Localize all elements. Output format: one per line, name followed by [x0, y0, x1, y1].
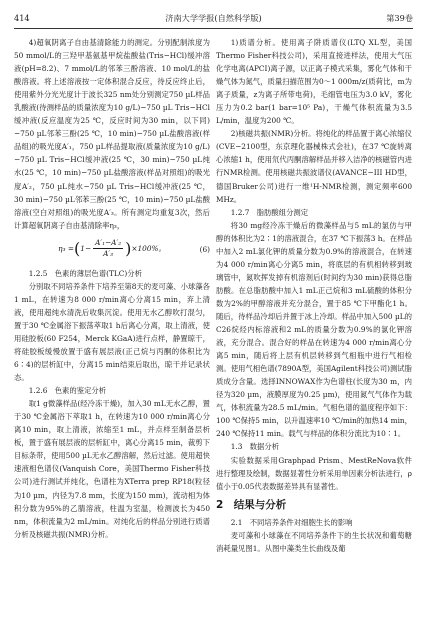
equation-number: (6): [199, 244, 210, 254]
paragraph-fatty-acid: 将30 mg经冷冻干燥后的微藻样品与5 mL的氯仿与甲醇的体积比为2∶1的溶液混合，在37 ℃下振荡3 h。在样品中加入2 mL氯化钾的质量分数为0.9%的溶液混合，在转速为4 000 r/min离心分离5 min，将底层的有机相转移到玻璃管中，氮吹挥发掉有机溶剂后(时间约为30 min)获得总脂肪酸。在总脂肪酸中加入1 mL正己烷和3 mL硫酸的体积分数为2%的甲醇溶液并充分混合，置于85 ℃下甲酯化1 h。随后，待样品冷却后并置于冰上冷却。样品中加入500 µL的C26烷烃内标溶液和2 mL的质量分数为0.9%的氯化钾溶液，充分混合。混合好的样品在转速为4 000 r/min离心分离5 min，随后将上层有机层转移到气相瓶中进行气相检测。使用气相色谱(7890A型，美国Agilent科技公司)测试脂质成分含量。选择INNOWAX作为色谱柱(长度为30 m，内径为320 µm，液膜厚度为0.25 µm)，使用氮气气体作为载气，体积流量为28.5 mL/min。气相色谱的温度程序如下：100 ℃保持5 min，以升温速率10 ℃/min的加热14 min，240 ℃保持11 min。载气与样品的体积分流比为10∶1。: [216, 220, 412, 439]
section-heading-2: 2 结果与分析: [216, 498, 287, 511]
header-rule: [14, 28, 413, 29]
equation-body: [58, 238, 166, 259]
paragraph-mass-spec: 1)质谱分析。使用离子阱质谱仪(LTQ XL型，美国Thermo Fisher科技公司)，采用直接进样法，使用大气压化学电离(APCI)离子源，以正离子模式采集，雾化气体和干燥气体为氮气，质量扫描范围为0～1 000m/z(质荷比，m为离子质量，z为离子所带电荷)，毛细管电压为3.0 kV，雾化压力为0.2 bar(1 bar=10⁵ Pa)，干燥气体积流量为3.5 L/min，温度为200 ℃。: [216, 38, 412, 126]
paragraph-nmr: 2)核磁共振(NMR)分析。将纯化的样品置于离心浓缩仪(CVE−2100型，东京理化器械株式会社)，在37 ℃旋转离心浓缩1 h，使用氘代丙酮溶解样品并移入洁净的核磁管内进行NMR检测。使用核磁共振波谱仪(AVANCE−III HD型，德国Bruker公司)进行一维¹H-NMR检测，测定频率600 MHz。: [216, 129, 412, 204]
running-header: [14, 10, 413, 26]
equation-one-minus: 1−: [80, 244, 92, 254]
left-column: [14, 36, 210, 624]
equation-lhs: η₃ =: [58, 244, 75, 254]
paragraph-growth-results: 麦可藻和小球藻在不同培养条件下的生长状况和葡萄糖消耗量见图1。从图中藻类生长曲线及葡: [216, 530, 412, 553]
page-number: 414: [14, 13, 30, 23]
paragraph-superoxide-method: 4)超氧阴离子自由基清除能力的测定。分别配制浓度为50 mmol/L的三羟甲基氨基甲烷盐酸盐(Tris−HCl)缓冲溶液(pH=8.2)、7 mmol/L的邻苯三酚溶液、10 mol/L的盐酸溶液。将上述溶液按一定体积混合反应，待反应终止后，使用紫外分光光度计于波长325 nm处分别测定750 µL样品乳酸液(待测样品的质量浓度为10 g/L)−750 µL Tris−HCl缓冲液(反应温度为25 ℃，反应时间为30 min，以下同)−750 µL邻苯三酚(25 ℃，10 min)−750 µL盐酸溶液(样品组)的吸光度A′₁，750 µL样品提取液(质量浓度为10 g/L)−750 µL Tris−HCl缓冲液(25 ℃，30 min)−750 µL纯水(25 ℃，10 min)−750 µL盐酸溶液(样品对照组)的吸光度A′₂，750 µL纯水−750 µL Tris−HCl缓冲液(25 ℃，30 min)−750 µL邻苯三酚(25 ℃，10 min)−750 µL盐酸溶液(空白对照组)的吸光度A′₃。所有测定均重复3次，然后计算超氧阴离子自由基清除率η₃，: [14, 38, 210, 230]
section-heading-1-2-5: 1.2.5 色素的薄层色谱(TLC)分析: [28, 268, 142, 278]
paragraph-data-analysis: 实验数据采用Graphpad Prism、MestReNova软件进行整理及绘制，数据显著性分析采用单因素分析法进行，ρ值小于0.05代表数据差异具有显著性。: [216, 455, 412, 491]
section-heading-2-1: 2.1 不同培养条件对细胞生长的影响: [230, 517, 353, 527]
right-column: [216, 36, 412, 624]
equation-denominator: A′₃: [103, 249, 114, 259]
journal-title: 济南大学学报(自然科学版): [165, 13, 262, 23]
section-heading-1-2-6: 1.2.6 色素的鉴定分析: [28, 386, 107, 396]
equation-tail: ×100%。: [131, 244, 166, 254]
section-heading-1-2-7: 1.2.7 脂肪酸组分测定: [230, 207, 309, 217]
equation-paren-close: ): [125, 238, 132, 258]
equation-paren-open: (: [74, 238, 81, 258]
equation-6: [14, 234, 210, 264]
paragraph-tlc: 分别取不同培养条件下培养至第8天的麦可藻、小球藻各1 mL，在转速为8 000 r/min离心分离15 min，弃上清液，使用超纯水清洗后收集沉淀。使用无水乙醇吹打混匀，置于30 ℃金属浴下振荡萃取1 h后离心分离，取上清液，使用硅胶板(60 F254，Merck KGaA)进行点样，静置晾干，将硅胶板缓慢放置于盛有展层液(正己烷与丙酮的体积比为6∶4)的层析缸中，分离15 min结束后取出，晾干并记录状态。: [14, 281, 210, 383]
paragraph-pigment-identification: 取1 g微藻样品(经冷冻干燥)，加入30 mL无水乙醇，置于30 ℃金属浴下萃取1 h，在转速为10 000 r/min离心分离10 min，取上清液，浓缩至1 mL，并点样至制备层析板，置于盛有展层液的层析缸中，离心分离15 min，裁剪下目标条带，使用500 µL无水乙醇溶解，然后过滤。使用超快速液相色谱仪(Vanquish Core，美国Thermo Fisher科技公司)进行测试并纯化，色谱柱为XTerra prep RP18(粒径为10 µm，内径为7.8 mm，长度为150 mm)，流动相为体积分数为95%的乙腈溶液，柱温为室温，检测波长为450 nm，体积流量为2 mL/min。对纯化后的样品分别进行质谱分析及核磁共振(NMR)分析。: [14, 399, 210, 539]
equation-fraction: [93, 238, 123, 259]
section-heading-1-3: 1.3 数据分析: [230, 442, 280, 452]
equation-numerator: A′₁−A′₂: [95, 238, 122, 248]
volume-number: 第39卷: [386, 13, 413, 23]
